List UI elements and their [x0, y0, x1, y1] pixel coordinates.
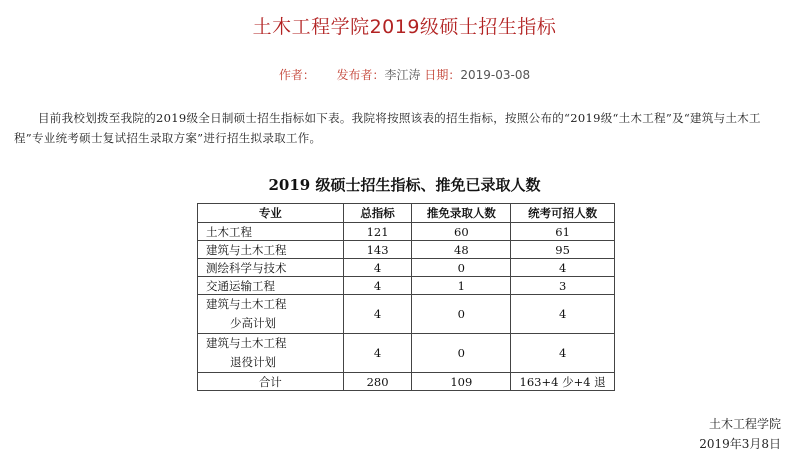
date-value: 2019-03-08	[460, 68, 531, 82]
table-sum-row	[198, 373, 615, 391]
cell-major	[198, 334, 344, 373]
enrollment-table	[197, 203, 615, 391]
table-title: 2019 级硕士招生指标、推免已录取人数	[268, 176, 541, 194]
cell-exempt: 0	[412, 295, 511, 334]
major-line-2: 少高计划	[230, 316, 276, 330]
cell-exam: 61	[511, 223, 615, 241]
cell-sum-exam: 163+4 少+4 退	[511, 373, 615, 391]
cell-exempt: 60	[412, 223, 511, 241]
author-label: 作者：	[278, 68, 315, 82]
cell-sum-total: 280	[343, 373, 412, 391]
table-row	[198, 241, 615, 259]
table-header-row	[198, 204, 615, 223]
publisher-label: 发布者：	[336, 68, 385, 82]
cell-exam: 4	[511, 334, 615, 373]
cell-total: 143	[343, 241, 412, 259]
cell-sum-exempt: 109	[412, 373, 511, 391]
cell-major: 交通运输工程	[198, 277, 344, 295]
signature-date: 2019年3月8日	[699, 437, 781, 451]
cell-sum-label: 合计	[198, 373, 344, 391]
cell-exempt: 0	[412, 259, 511, 277]
cell-exempt: 1	[412, 277, 511, 295]
cell-major: 建筑与土木工程	[198, 241, 344, 259]
cell-total: 4	[343, 334, 412, 373]
cell-exam: 3	[511, 277, 615, 295]
header-major: 专业	[198, 204, 344, 223]
cell-exam: 4	[511, 295, 615, 334]
cell-total: 4	[343, 295, 412, 334]
header-exempt: 推免录取人数	[412, 204, 511, 223]
cell-major	[198, 295, 344, 334]
major-line-1: 建筑与土木工程	[206, 297, 287, 311]
cell-total: 4	[343, 277, 412, 295]
cell-total: 4	[343, 259, 412, 277]
signature-block	[699, 414, 781, 454]
table-row	[198, 259, 615, 277]
major-line-1: 建筑与土木工程	[206, 336, 287, 350]
table-row	[198, 334, 615, 373]
cell-major: 测绘科学与技术	[198, 259, 344, 277]
article-meta	[0, 66, 809, 83]
header-exam: 统考可招人数	[511, 204, 615, 223]
date-label: 日期：	[424, 68, 461, 82]
table-row	[198, 223, 615, 241]
intro-paragraph: 目前我校划拨至我院的2019级全日制硕士招生指标如下表。我院将按照该表的招生指标，按照公布的“2019级“土木工程”及“建筑与土木工程”专业统考硕士复试招生录取方案”进行招生拟录取工作。	[14, 111, 761, 145]
table-row	[198, 295, 615, 334]
signature-org: 土木工程学院	[708, 417, 781, 431]
cell-major: 土木工程	[198, 223, 344, 241]
table-row	[198, 277, 615, 295]
cell-total: 121	[343, 223, 412, 241]
cell-exam: 95	[511, 241, 615, 259]
header-total: 总指标	[343, 204, 412, 223]
major-line-2: 退役计划	[230, 355, 276, 369]
cell-exempt: 48	[412, 241, 511, 259]
publisher-value: 李江涛	[384, 68, 421, 82]
cell-exam: 4	[511, 259, 615, 277]
article-title: 土木工程学院2019级硕士招生指标	[252, 16, 557, 38]
cell-exempt: 0	[412, 334, 511, 373]
